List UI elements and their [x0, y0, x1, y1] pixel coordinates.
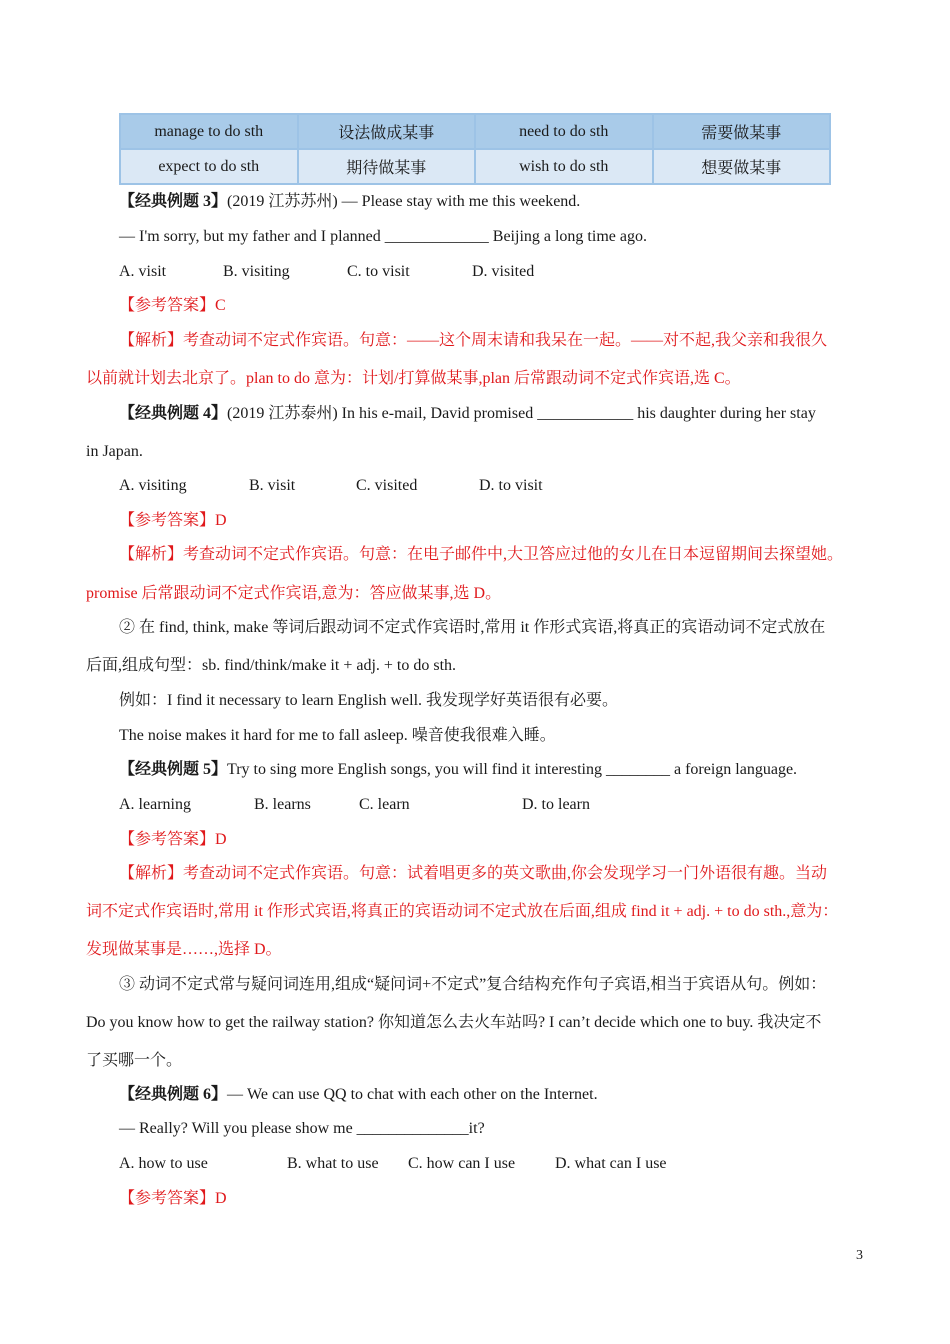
- option-a: A. how to use: [119, 1155, 208, 1172]
- table-cell: expect to do sth: [120, 149, 298, 184]
- option-c: C. to visit: [347, 263, 410, 280]
- example-5-answer: 【参考答案】D: [119, 831, 227, 848]
- rule-2-example-2: The noise makes it hard for me to fall asleep. 噪音使我很难入睡。: [119, 727, 556, 744]
- question-text: (2019 江苏苏州) — Please stay with me this weekend.: [227, 193, 581, 210]
- table-cell: 期待做某事: [298, 149, 476, 184]
- option-d: D. to learn: [522, 796, 590, 813]
- vocabulary-table: [119, 113, 831, 185]
- example-6-answer: 【参考答案】D: [119, 1190, 227, 1207]
- example-4-analysis-line2: promise 后常跟动词不定式作宾语,意为：答应做某事,选 D。: [86, 585, 502, 602]
- option-b: B. visiting: [223, 263, 290, 280]
- option-b: B. learns: [254, 796, 311, 813]
- example-label: 【经典例题 6】: [119, 1086, 228, 1103]
- option-c: C. how can I use: [408, 1155, 516, 1172]
- example-4-question: [119, 404, 816, 424]
- option-c: C. visited: [356, 477, 418, 494]
- option-d: D. to visit: [479, 477, 543, 494]
- option-a: A. visiting: [119, 477, 187, 494]
- table-row: [120, 149, 830, 184]
- example-label: 【经典例题 5】: [119, 761, 228, 778]
- example-4-analysis: 【解析】考查动词不定式作宾语。句意：在电子邮件中,大卫答应过他的女儿在日本逗留期间去探望她。: [119, 546, 844, 563]
- example-5-question: [119, 760, 797, 780]
- option-a: A. visit: [119, 263, 167, 280]
- question-text: Try to sing more English songs, you will find it interesting ________ a foreign language.: [227, 761, 798, 778]
- example-6-question-line2: — Really? Will you please show me ______________it?: [119, 1120, 485, 1137]
- example-4-options: [119, 476, 543, 496]
- example-5-options: [119, 795, 590, 815]
- table-cell: manage to do sth: [120, 114, 298, 149]
- table-cell: 需要做某事: [653, 114, 831, 149]
- example-5-analysis: 【解析】考查动词不定式作宾语。句意：试着唱更多的英文歌曲,你会发现学习一门外语很有趣。当动: [119, 865, 828, 882]
- example-3-question-line2: — I'm sorry, but my father and I planned _____________ Beijing a long time ago.: [119, 228, 647, 245]
- table-cell: 设法做成某事: [298, 114, 476, 149]
- option-c: C. learn: [359, 796, 410, 813]
- table-row: [120, 114, 830, 149]
- example-4-question-line2: in Japan.: [86, 443, 143, 460]
- table-cell: need to do sth: [475, 114, 653, 149]
- option-b: B. what to use: [287, 1155, 379, 1172]
- example-6-question: [119, 1085, 598, 1105]
- table-cell: wish to do sth: [475, 149, 653, 184]
- example-3-question: [119, 192, 580, 212]
- rule-2-text-line2: 后面,组成句型：sb. find/think/make it + adj. + to do sth.: [86, 657, 457, 674]
- option-d: D. visited: [472, 263, 535, 280]
- rule-2-example-1: 例如：I find it necessary to learn English well. 我发现学好英语很有必要。: [119, 692, 619, 709]
- rule-2-text: ② 在 find, think, make 等词后跟动词不定式作宾语时,常用 it 作形式宾语,将真正的宾语动词不定式放在: [119, 619, 826, 636]
- question-text: — We can use QQ to chat with each other on the Internet.: [227, 1086, 598, 1103]
- rule-3-text: ③ 动词不定式常与疑问词连用,组成“疑问词+不定式”复合结构充作句子宾语,相当于宾语从句。例如：: [119, 976, 827, 993]
- example-label: 【经典例题 3】: [119, 193, 228, 210]
- example-5-analysis-line3: 发现做某事是……,选择 D。: [86, 941, 282, 958]
- example-label: 【经典例题 4】: [119, 405, 228, 422]
- example-6-options: [119, 1154, 667, 1174]
- option-d: D. what can I use: [555, 1155, 667, 1172]
- option-a: A. learning: [119, 796, 191, 813]
- example-3-analysis: 【解析】考查动词不定式作宾语。句意：——这个周末请和我呆在一起。——对不起,我父亲和我很久: [119, 332, 828, 349]
- example-4-answer: 【参考答案】D: [119, 512, 227, 529]
- option-b: B. visit: [249, 477, 296, 494]
- example-3-answer: 【参考答案】C: [119, 297, 226, 314]
- rule-3-text-line2: Do you know how to get the railway station? 你知道怎么去火车站吗? I can’t decide which one to buy. 我决定不: [86, 1014, 822, 1031]
- example-5-analysis-line2: 词不定式作宾语时,常用 it 作形式宾语,将真正的宾语动词不定式放在后面,组成 find it + adj. + to do sth.,意为：: [86, 903, 839, 920]
- page-number: 3: [856, 1248, 863, 1263]
- table-cell: 想要做某事: [653, 149, 831, 184]
- question-text: (2019 江苏泰州) In his e-mail, David promised ____________ his daughter during her stay: [227, 405, 816, 422]
- example-3-analysis-line2: 以前就计划去北京了。plan to do 意为：计划/打算做某事,plan 后常跟动词不定式作宾语,选 C。: [86, 370, 741, 387]
- example-3-options: [119, 262, 534, 282]
- rule-3-text-line3: 了买哪一个。: [86, 1052, 183, 1069]
